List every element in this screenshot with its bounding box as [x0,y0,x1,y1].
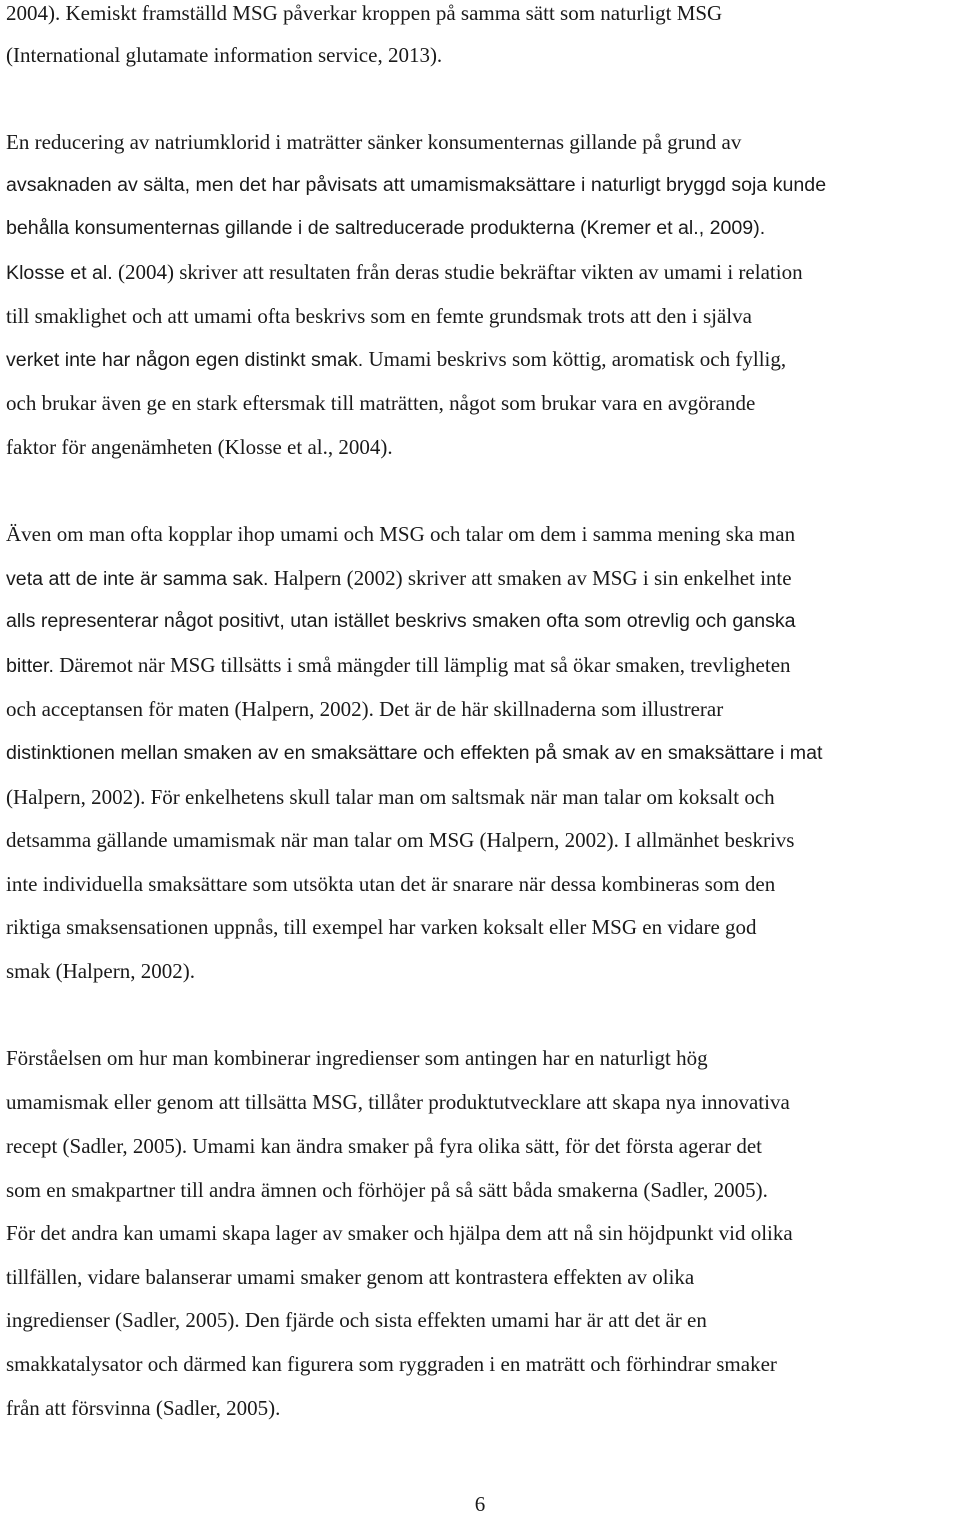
text-run: För enkelhetens skull talar man om saltsmak när man talar om koksalt och [145,785,775,809]
text-run: Den fjärde och sista effekten umami har är att det är en [239,1308,707,1332]
text-line [6,1133,762,1159]
text-line: riktiga smaksensationen uppnås, till exempel har varken koksalt eller MSG en vidare god [6,915,757,939]
text-run: Umami kan ändra smaker på fyra olika sätt, för det första agerar det [187,1134,763,1158]
text-line: som en smakpartner till andra ämnen och förhöjer på så sätt båda smakerna (Sadler, 2005). [6,1178,768,1202]
text-run: verket inte har någon egen distinkt smak. [6,349,364,371]
text-line [6,784,775,810]
text-run: Det är de här skillnaderna som illustrerar [373,697,724,721]
text-run: Däremot när MSG tillsätts i små mängder till lämplig mat så ökar smaken, trevligheten [53,653,791,677]
text-line: smakkatalysator och därmed kan figurera som ryggraden i en maträtt och förhindrar smaker [6,1352,777,1376]
text-run: (Halpern, 2002). [6,785,146,809]
text-line: Även om man ofta kopplar ihop umami och MSG och talar om dem i samma mening ska man [6,522,796,546]
text-line: avsaknaden av sälta, men det har påvisats att umamismaksättare i naturligt bryggd soja kunde [6,174,827,196]
text-line: inte individuella smaksättare som utsökta utan det är snarare när dessa kombineras som den [6,872,776,896]
text-line: från att försvinna (Sadler, 2005). [6,1396,281,1420]
text-line: 2004). Kemiskt framställd MSG påverkar kroppen på samma sätt som naturligt MSG [6,1,723,25]
text-line: faktor för angenämheten (Klosse et al., 2004). [6,435,393,459]
text-line: behålla konsumenternas gillande i de saltreducerade produkterna (Kremer et al., 2009). [6,217,766,239]
text-line [6,827,794,853]
text-line [6,259,803,285]
text-run: recept (Sadler, 2005). [6,1134,188,1158]
text-run: Klosse et al. [6,262,113,284]
text-line: (International glutamate information service, 2013). [6,43,443,67]
text-line: umamismak eller genom att tillsätta MSG, tillåter produktutvecklare att skapa nya innovativa [6,1090,790,1114]
text-run: Umami beskrivs som köttig, aromatisk och fyllig, [363,347,787,371]
text-line [6,346,786,372]
text-line: tillfällen, vidare balanserar umami smaker genom att kontrastera effekten av olika [6,1265,695,1289]
text-line: Förståelsen om hur man kombinerar ingredienser som antingen har en naturligt hög [6,1046,708,1070]
text-run: ingredienser (Sadler, 2005). [6,1308,240,1332]
text-line: och brukar även ge en stark eftersmak till maträtten, något som brukar vara en avgörande [6,391,756,415]
text-line: För det andra kan umami skapa lager av smaker och hjälpa dem att nå sin höjdpunkt vid olika [6,1221,793,1245]
text-run: (2004) skriver att resultaten från deras studie bekräftar vikten av umami i relation [112,260,803,284]
text-line [6,565,792,591]
text-line: smak (Halpern, 2002). [6,959,195,983]
text-run: bitter. [6,655,54,677]
text-run: veta att de inte är samma sak. [6,568,269,590]
text-line: alls representerar något positivt, utan istället beskrivs smaken ofta som otrevlig och ganska [6,610,796,632]
text-run: detsamma gällande umamismak när man talar om MSG (Halpern, 2002). [6,828,619,852]
text-line [6,652,791,678]
text-line [6,696,723,722]
text-run: I allmänhet beskrivs [618,828,795,852]
text-line: En reducering av natriumklorid i maträtter sänker konsumenternas gillande på grund av [6,130,742,154]
text-line: distinktionen mellan smaken av en smaksättare och effekten på smak av en smaksättare i mat [6,742,823,764]
page-number: 6 [474,1492,486,1516]
text-run: Halpern (2002) skriver att smaken av MSG i sin enkelhet inte [268,566,792,590]
text-line [6,1307,707,1333]
text-run: och acceptansen för maten (Halpern, 2002). [6,697,374,721]
text-line: till smaklighet och att umami ofta beskrivs som en femte grundsmak trots att den i själva [6,304,752,328]
